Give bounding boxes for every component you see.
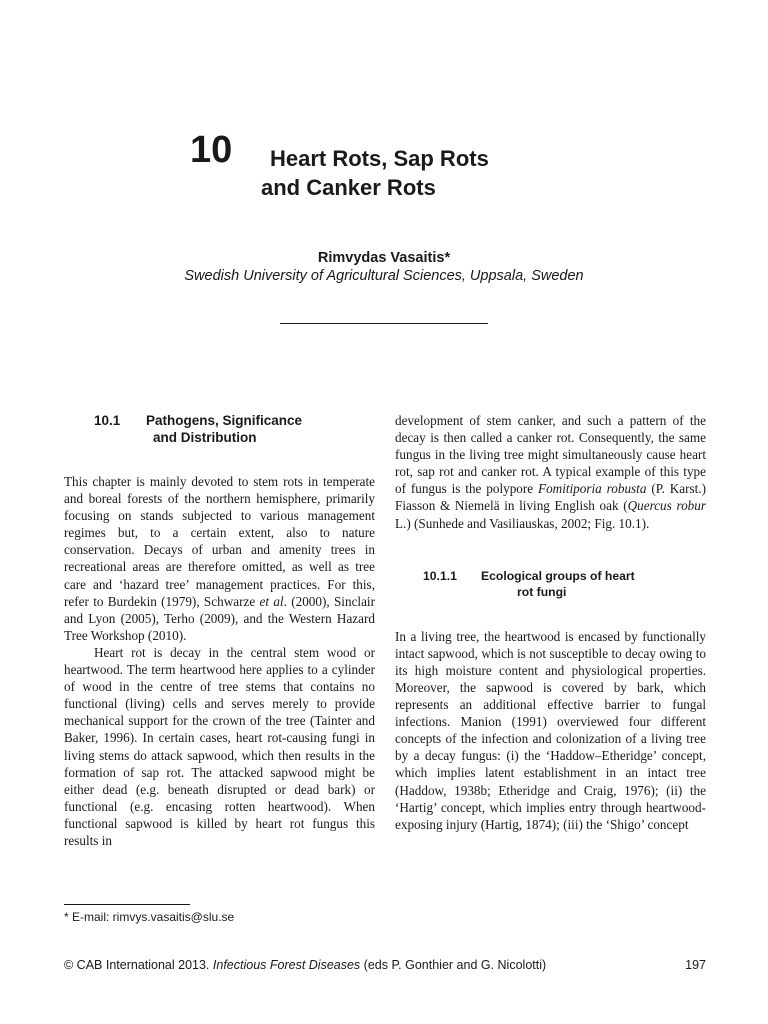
section-heading	[64, 412, 375, 446]
section-title-line1: Pathogens, Significance	[146, 413, 303, 428]
paragraph	[64, 473, 375, 644]
author-affiliation: Swedish University of Agricultural Sciences, Uppsala, Sweden	[184, 268, 584, 284]
page-footer	[64, 958, 706, 972]
author-name: Rimvydas Vasaitis*	[317, 250, 451, 266]
subsection-heading	[395, 568, 706, 600]
footnote: * E-mail: rimvys.vasaitis@slu.se	[64, 910, 235, 924]
paragraph-text: (P. Karst.) Fiasson & Niemelä in living English oak (	[395, 481, 707, 514]
species-name: Quercus robur	[627, 498, 706, 514]
paragraph-text: . (2000), Sinclair and Lyon (2005), Terho (2009), and the Western Hazard Tree Workshop (2010).	[64, 593, 375, 643]
chapter-number: 10	[190, 129, 233, 171]
chapter-title-line2: and Canker Rots	[261, 175, 436, 200]
chapter-title	[261, 144, 489, 202]
left-column	[64, 412, 375, 849]
footer-editors: (eds P. Gonthier and G. Nicolotti)	[360, 958, 547, 972]
paragraph-text: development of stem canker, and such a pattern of the decay is then called a canker rot. Consequently, the same fungus in the living tree might simultaneously cause heart rot, sap rot and canker rot. A typical example of this type of fungus is the polypore	[395, 413, 706, 497]
footnote-divider	[64, 904, 190, 905]
paragraph: In a living tree, the heartwood is encased by functionally intact sapwood, which is not susceptible to decay owing to its high moisture content and physiological properties. Moreover, the sapwood is covered by bark, which represents an additional effective barrier to fungal infections. Manion (1991) overviewed four different concepts of the infection and colonization of a living tree by a decay fungus: (i) the ‘Haddow–Etheridge’ concept, which implies latent establishment in an intact tree (Haddow, 1938b; Etheridge and Craig, 1976); (ii) the ‘Hartig’ concept, which implies entry through heartwood-exposing injury (Hartig, 1874); (iii) the ‘Shigo’ concept	[395, 628, 706, 832]
footer-book-title: Infectious Forest Diseases	[212, 958, 361, 972]
paragraph-text: L.) (Sunhede and Vasiliauskas, 2002; Fig. 10.1).	[395, 515, 650, 531]
paragraph: Heart rot is decay in the central stem wood or heartwood. The term heartwood here applies to a cylinder of wood in the centre of tree stems that contains no functional (living) cells and serves merely to provide mechanical support for the crown of the tree (Tainter and Baker, 1996). In certain cases, heart rot-causing fungi in living stems do attack sapwood, which then results in the formation of sap rot. The attacked sapwood might be either dead (e.g. beneath disrupted or dead bark) or functional (e.g. encasing rotten heartwood). When functional sapwood is killed by heart rot fungus this results in	[64, 644, 375, 848]
section-title-line2: and Distribution	[153, 430, 257, 445]
section-number: 10.1	[94, 413, 121, 428]
subsection-title-line2: rot fungi	[517, 584, 567, 599]
paragraph-text: This chapter is mainly devoted to stem rots in temperate and boreal forests of the northern hemisphere, primarily focusing on stands subjected to various management regimes but, to a certain extent, also to nature conservation. Decays of urban and amenity trees in recreational areas are therefore omitted, as well as tree care and ‘hazard tree’ management practices. For this, refer to Burdekin (1979), Schwarze	[64, 474, 375, 609]
page-number: 197	[685, 958, 706, 972]
paragraph-italic: et al	[259, 593, 284, 609]
subsection-number: 10.1.1	[423, 568, 457, 583]
species-name: Fomitiporia robusta	[538, 481, 647, 497]
paragraph	[395, 412, 706, 532]
title-divider	[280, 323, 488, 324]
chapter-title-line1: Heart Rots, Sap Rots	[270, 146, 489, 171]
subsection-title-line1: Ecological groups of heart	[481, 568, 635, 583]
footer-copyright: © CAB International 2013.	[64, 958, 213, 972]
right-column	[395, 412, 706, 833]
